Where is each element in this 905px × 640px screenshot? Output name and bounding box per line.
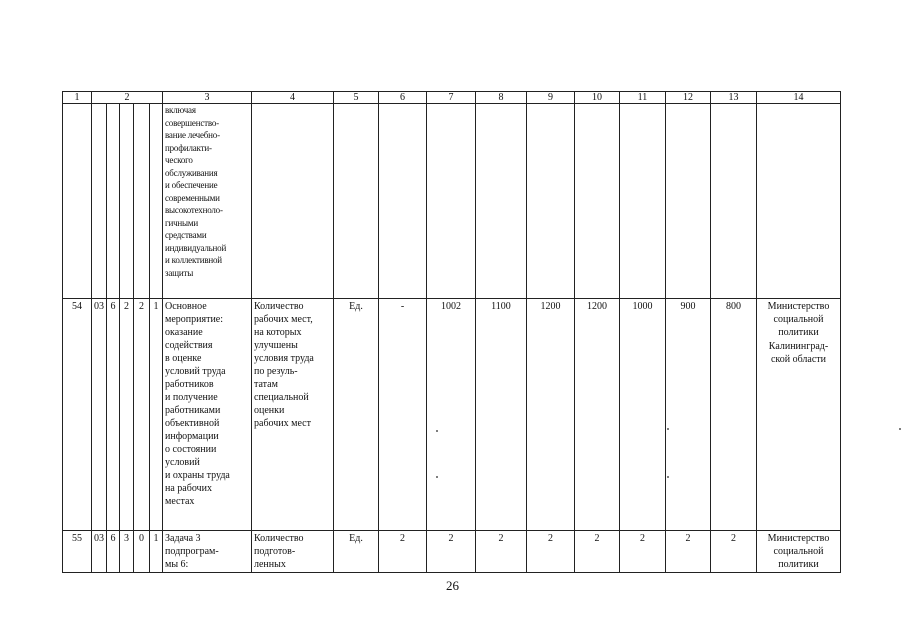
header-cell: 11: [620, 92, 666, 104]
data-table: [62, 91, 841, 573]
value-cell: 2: [711, 531, 757, 573]
table-cell: [92, 104, 107, 299]
value-cell: 2: [379, 531, 427, 573]
header-cell: 10: [575, 92, 620, 104]
table-cell: [711, 104, 757, 299]
table-cell: [252, 104, 334, 299]
indicator-name: Количество рабочих мест, на которых улучшены условия труда по резуль- татам специальной оценки рабочих мест: [252, 299, 334, 531]
table-cell: [379, 104, 427, 299]
unit-cell: Ед.: [334, 299, 379, 531]
code-cell: 6: [107, 531, 120, 573]
activity-name: Основное мероприятие: оказание содействия в оценке условий труда работников и получение работниками объективной информации о состоянии условий и охраны труда на рабочих местах: [163, 299, 252, 531]
header-cell: 9: [527, 92, 575, 104]
header-row: [63, 92, 841, 104]
value-cell: 1002: [427, 299, 476, 531]
continuation-text: включая совершенство- вание лечебно- профилакти- ческого обслуживания и обеспечение современными высокотехноло- гичными средствами индивидуальной и коллективной защиты: [163, 104, 252, 299]
code-cell: 0: [134, 531, 150, 573]
table-cell: [527, 104, 575, 299]
code-cell: 03: [92, 299, 107, 531]
code-cell: 6: [107, 299, 120, 531]
header-cell: 3: [163, 92, 252, 104]
header-cell: 1: [63, 92, 92, 104]
row-number: 55: [63, 531, 92, 573]
continuation-row: [63, 104, 841, 299]
header-cell: 2: [92, 92, 163, 104]
value-cell: -: [379, 299, 427, 531]
value-cell: 2: [527, 531, 575, 573]
value-cell: 2: [476, 531, 527, 573]
code-cell: 2: [134, 299, 150, 531]
scan-speck: [436, 476, 438, 478]
table-cell: [134, 104, 150, 299]
scan-speck: [667, 476, 669, 478]
header-cell: 13: [711, 92, 757, 104]
table-cell: [666, 104, 711, 299]
table-cell: [63, 104, 92, 299]
header-cell: 12: [666, 92, 711, 104]
value-cell: 1000: [620, 299, 666, 531]
value-cell: 2: [575, 531, 620, 573]
scan-speck: [436, 430, 438, 432]
table-cell: [620, 104, 666, 299]
unit-cell: Ед.: [334, 531, 379, 573]
header-cell: 6: [379, 92, 427, 104]
value-cell: 2: [620, 531, 666, 573]
table-cell: [107, 104, 120, 299]
code-cell: 2: [120, 299, 134, 531]
value-cell: 800: [711, 299, 757, 531]
table-row-55: [63, 531, 841, 573]
code-cell: 3: [120, 531, 134, 573]
header-cell: 5: [334, 92, 379, 104]
scan-speck: [899, 428, 901, 430]
row-number: 54: [63, 299, 92, 531]
value-cell: 2: [427, 531, 476, 573]
value-cell: 900: [666, 299, 711, 531]
table-row-54: [63, 299, 841, 531]
scan-speck: [667, 428, 669, 430]
table-cell: [120, 104, 134, 299]
table-cell: [757, 104, 841, 299]
header-cell: 14: [757, 92, 841, 104]
executor-cell: Министерство социальной политики Калининград- ской области: [757, 299, 841, 531]
code-cell: 1: [150, 531, 163, 573]
table-cell: [476, 104, 527, 299]
value-cell: 1100: [476, 299, 527, 531]
header-cell: 4: [252, 92, 334, 104]
executor-cell: Министерство социальной политики: [757, 531, 841, 573]
table-cell: [334, 104, 379, 299]
indicator-name: Количество подготов- ленных: [252, 531, 334, 573]
header-cell: 8: [476, 92, 527, 104]
value-cell: 1200: [575, 299, 620, 531]
code-cell: 1: [150, 299, 163, 531]
task-name: Задача 3 подпрограм- мы 6:: [163, 531, 252, 573]
header-cell: 7: [427, 92, 476, 104]
table-cell: [427, 104, 476, 299]
value-cell: 1200: [527, 299, 575, 531]
value-cell: 2: [666, 531, 711, 573]
table-cell: [575, 104, 620, 299]
page-number: 26: [446, 578, 459, 593]
table-cell: [150, 104, 163, 299]
code-cell: 03: [92, 531, 107, 573]
